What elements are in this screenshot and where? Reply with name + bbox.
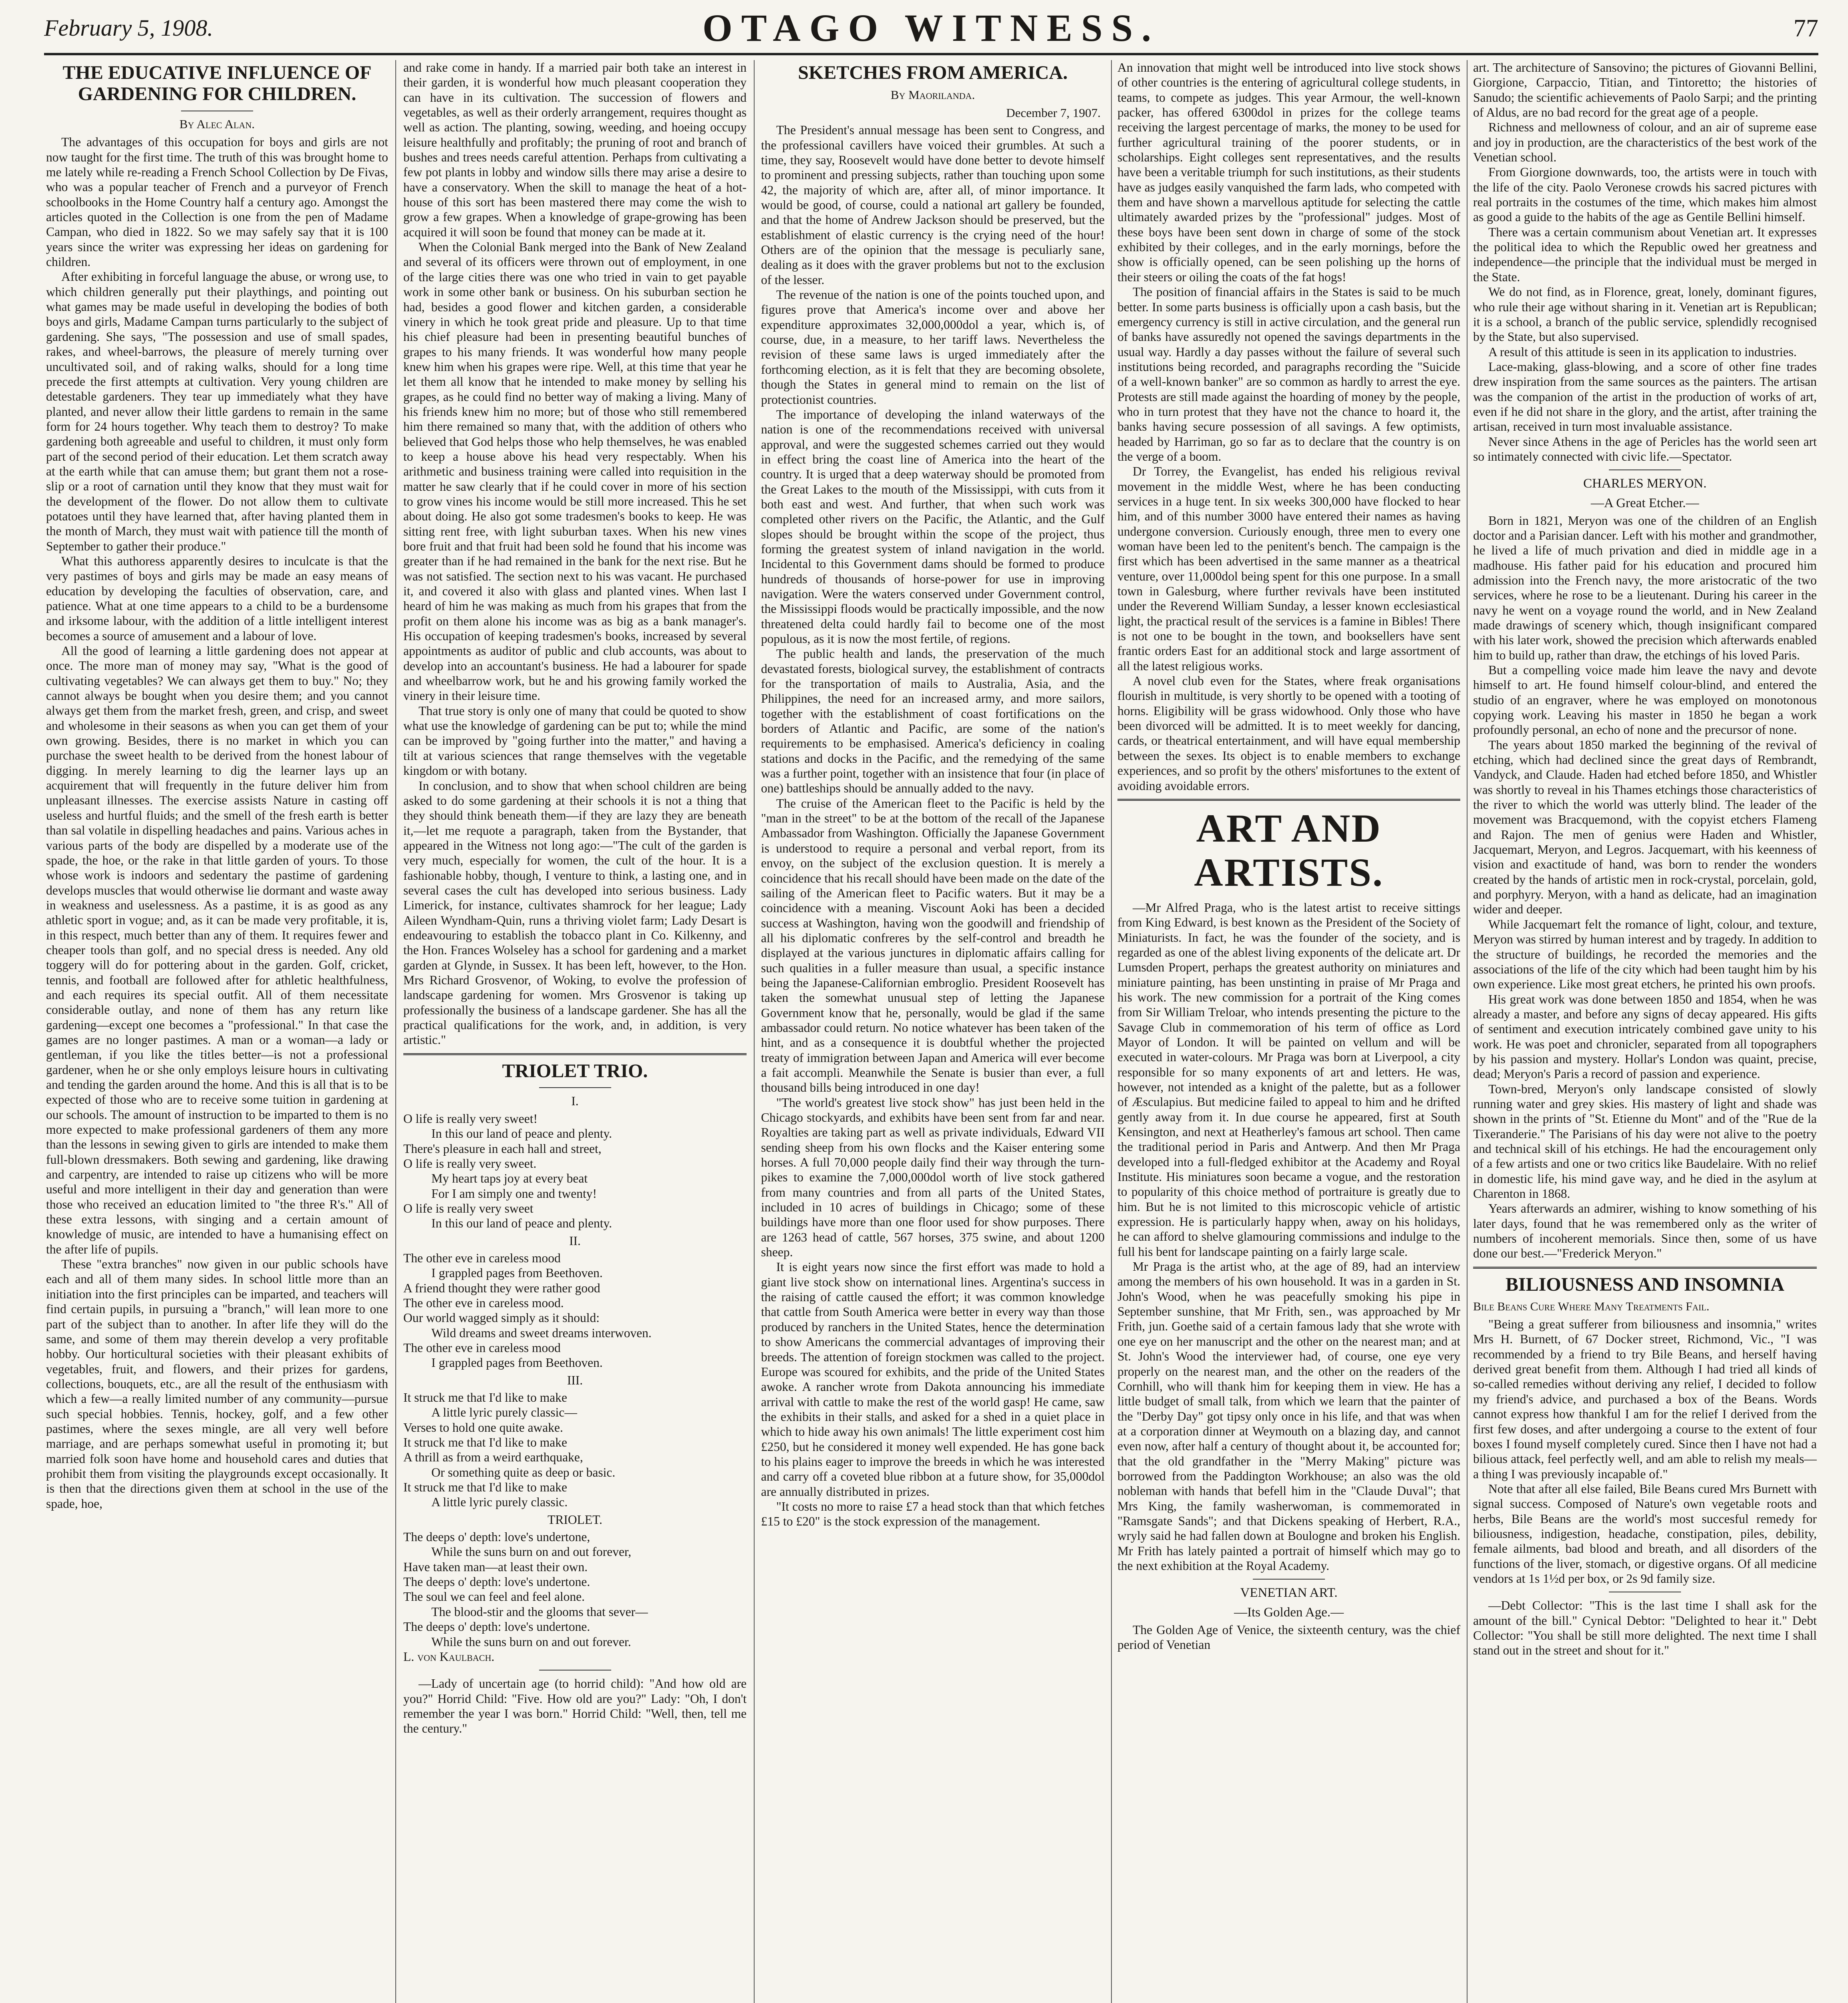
poem-line: It struck me that I'd like to make	[403, 1480, 567, 1495]
paragraph: When the Colonial Bank merged into the Bank of New Zealand and several of its officers were thrown out of employment, in one of the large cities there was one who tried in vain to get payable work in some other bank or business. On his suburban section he had, besides a good flower and kitchen garden, a considerable vinery in which he took great pride and pleasure. Up to that time his chief pleasure had been in presenting beautiful bunches of grapes to his many friends. It was wonderful how many people knew him when his grapes were ripe. Well, at this time that year he let them all know that he intended to make money by selling his grapes, as he could find no better way of making a living. Many of his friends knew him no more; but of those who still remembered him there remained so many that, with the addition of others who believed that God helps those who help themselves, he was enabled to keep a house above his head very respectably. When his arithmetic and business training were called into requisition in the matter he saw clearly that if he could cover in more of his section to grow vines his income would be still more increased. This he set about doing. He also got some tradesmen's books to keep. He was sitting rent free, with light suburban taxes. When his new vines bore fruit and that fruit had been sold he found that his income was greater than if he had remained in the bank for the next rise. But he was not satisfied. The section next to his was vacant. He purchased it, and covered it also with glass and planted vines. When last I heard of him he was making as much from his grapes that from the profit on them alone his income was as big as a bank manager's. His occupation of keeping tradesmen's books, increased by several appointments as auditor of public and club accounts, was about to develop into an accountant's business. He had a labourer for spade and wheelbarrow work, but he and his growing family worked the vinery in their leisure time.	[403, 240, 747, 703]
joke-paragraph: —Lady of uncertain age (to horrid child): "And how old are you?" Horrid Child: "Five. How old are you?" Lady: "Oh, I don't remember the year I was born." Horrid Child: "Well, then, tell me the century."	[403, 1677, 747, 1736]
byline-gardening: By Alec Alan.	[179, 117, 255, 131]
poem-line: The other eve in careless mood.	[403, 1296, 564, 1310]
venetian-art-subheading: —Its Golden Age.—	[1234, 1605, 1344, 1620]
poem-line: A little lyric purely classic.	[431, 1495, 568, 1509]
paragraph: and rake come in handy. If a married pair both take an interest in their garden, it is wonderful how much pleasant cooperation they can have in its cultivation. The succession of flowers and vegetables, as well as their orderly arrangement, requires thought as well as action. The planting, sowing, weeding, and hoeing occupy leisure healthfully and profitably; the pruning of root and branch of bushes and trees needs careful attention. Perhaps from cultivating a few pot plants in lobby and window sills there may arise a desire to have a conservatory. When the skill to manage the heat of a hot-house of this sort has been mastered there may come the wish to grow a few grapes. When a knowledge of grape-growing has been acquired it will soon be found that money can be made at it.	[403, 60, 747, 239]
poem-line: My heart taps joy at every beat	[431, 1171, 588, 1186]
paragraph: The advantages of this occupation for boys and girls are not now taught for the first time. The truth of this was brought home to me lately while re-reading a French School Collection by De Fivas, who was a popular teacher of French and a purveyor of French schoolbooks in the Home Country half a century ago. Amongst the articles quoted in the Collection is one from the pen of Madame Campan, who died in 1822. So we may safely say that it is 100 years since the writer was expressing her ideas on gardening for children.	[46, 135, 388, 269]
section-rule	[1117, 799, 1460, 801]
paragraph: While Jacquemart felt the romance of light, colour, and texture, Meryon was stirred by human interest and by tragedy. In addition to the structure of buildings, he recorded the memories and the associations of the life of the city which had been taught him by his own experience. Like most great etchers, he printed his own proofs.	[1473, 917, 1817, 991]
meryon-heading: CHARLES MERYON.	[1583, 476, 1707, 491]
column-4	[1117, 60, 1460, 2003]
poem-line: It struck me that I'd like to make	[403, 1390, 567, 1405]
paragraph: The public health and lands, the preservation of the much devastated forests, biological survey, the establishment of contracts for the transportation of mails to Australia, Asia, and the Philippines, the need for an increased army, and more sailors, together with the establishment of coast fortifications on the borders of Atlantic and Pacific, are some of the nation's requirements to be emphasised. America's deficiency in coaling stations and docks in the Pacific, and the remedying of the same was a further point, together with an insistence that four (in place of one) battleships should be annually added to the navy.	[761, 647, 1105, 796]
poem-line: The deeps o' depth: love's undertone,	[403, 1530, 590, 1544]
poem-line: I grappled pages from Beethoven.	[431, 1266, 603, 1280]
paragraph: The importance of developing the inland waterways of the nation is one of the recommendations received with universal approval, and were the suggested schemes carried out they would in effect bring the coast line of America into the heart of the country. It is urged that a deep waterway should be promoted from the Great Lakes to the mouth of the Mississippi, with cuts from it both east and west. And further, that when such work was completed other rivers on the Pacific, the Atlantic, and the Gulf slopes should be brought within the scope of the project, thus forming the greatest system of inland navigation in the world. Incidental to this Government dams should be formed to produce hundreds of thousands of horse-power for use in improving navigation. Were the waters conserved under Government control, the Mississippi floods would be practically impossible, and the now threatened delta could hardly fail to become one of the most populous, as it is now the most fertile, of regions.	[761, 407, 1105, 646]
poem-line: A thrill as from a weird earthquake,	[403, 1450, 583, 1465]
dateline: December 7, 1907.	[1006, 105, 1101, 120]
bile-beans-deck: Bile Beans Cure Where Many Treatments Fail.	[1473, 1300, 1709, 1313]
paragraph: "It costs no more to raise £7 a head stock than that which fetches £15 to £20" is the stock expression of the management.	[761, 1499, 1105, 1529]
paragraph: What this authoress apparently desires to inculcate is that the very pastimes of boys and girls may be made an easy means of education by developing the faculties of observation, care, and patience. What at one time appears to a child to be a burdensome and irksome labour, with the addition of a little intelligent interest becomes a source of amusement and a labour of love.	[46, 554, 388, 643]
newspaper-title: OTAGO WITNESS.	[702, 6, 1160, 49]
poem-line: The blood-stir and the glooms that sever—	[431, 1604, 648, 1619]
column-divider	[1111, 60, 1112, 2003]
column-divider	[395, 60, 396, 2003]
paragraph: Lace-making, glass-blowing, and a score of other fine trades drew inspiration from the same sources as the painters. The artisan was the companion of the artist in the production of works of art, even if he did not share in the glory, and the artist, after training the artisan, received in turn most invaluable assistance.	[1473, 359, 1817, 434]
paragraph: But a compelling voice made him leave the navy and devote himself to art. He found himself colour-blind, and entered the studio of an engraver, where he was employed on monotonous copying work. Leaving his master in 1850 he began a work profoundly personal, an echo of none and the precursor of none.	[1473, 663, 1817, 737]
poem-line: Or something quite as deep or basic.	[431, 1465, 616, 1479]
poem-line: The deeps o' depth: love's undertone.	[403, 1575, 590, 1589]
paragraph: The cruise of the American fleet to the Pacific is held by the "man in the street" to be at the bottom of the recall of the Japanese Ambassador from Washington. Officially the Japanese Government is understood to require a personal and verbal report, from its envoy, on the subject of the exclusion question. It is merely a coincidence that his recall should have been made on the date of the sailing of the American fleet to Pacific waters. But it may be a coincidence with a meaning. Viscount Aoki has been a decided success at Washington, having won the goodwill and friendship of all his diplomatic confreres by the self-control and breadth he displayed at the various junctures in diplomatic affairs calling for such qualities in a fuller measure than usual, a specific instance being the Japanese-Californian embroglio. President Roosevelt has taken the somewhat unusual step of letting the Japanese Government know that he, personally, would be glad if the same ambassador could return. No notice whatever has been taken of the hint, and as a consequence it is doubtful whether the projected treaty of immigration between Japan and America will ever become a fait accompli. Meanwhile the Senate is busier than ever, a full thousand bills being introduced in one day!	[761, 796, 1105, 1095]
paragraph: In conclusion, and to show that when school children are being asked to do some gardening at their schools it is not a thing that they should think beneath them—if they are lazy they are beneath it,—let me requote a paragraph, taken from the Bystander, that appeared in the Witness not long ago:—"The cult of the garden is very much, especially for women, the cult of the hour. It is a fashionable hobby, though, I venture to think, a lasting one, and in several cases the cult has developed into serious business. Lady Limerick, for instance, cultivates shamrock for her league; Lady Aileen Wyndham-Quin, runs a thriving violet farm; Lady Desart is endeavouring to establish the tobacco plant in Co. Kilkenny, and the Hon. Frances Wolseley has a school for gardening and a market garden at Glynde, in Sussex. It has been left, however, to the Hon. Mrs Richard Grosvenor, of Woking, to evolve the profession of landscape gardening for women. Mrs Grosvenor is taking up professionally the business of a landscape gardener. She has all the practical qualifications for the work, and, in addition, is very artistic."	[403, 778, 747, 1047]
stanza-number: III.	[567, 1373, 583, 1387]
poem-line: In this our land of peace and plenty.	[431, 1126, 612, 1141]
paragraph: The Golden Age of Venice, the sixteenth century, was the chief period of Venetian	[1117, 1622, 1460, 1652]
paragraph: It is eight years now since the first effort was made to hold a giant live stock show on international lines. Argentina's success in the raising of cattle caused the effort; it was common knowledge that cattle from South America were better in every way than those produced by ranchers in the United States, hence the determination to show Americans the commercial advantages of improving their breeds. The attention of foreign stockmen was called to the project. Europe was scoured for exhibits, and the pride of the United States awoke. A rancher wrote from Dakota announcing his immediate arrival with cattle to make the rest of the world gasp! He came, saw the exhibits in their stalls, and asked for a shed in a quiet place in which to hide away his own animals! The little experiment cost him £250, but he considered it money well expended. He has gone back to his plains eager to improve the breeds in which he was interested and carry off a coveted blue ribbon at a future show, for 35,000dol are annually distributed in prizes.	[761, 1260, 1105, 1499]
poem-line: The other eve in careless mood	[403, 1340, 561, 1355]
poem-line: In this our land of peace and plenty.	[431, 1216, 612, 1231]
article-headline-gardening: THE EDUCATIVE INFLUENCE OF GARDENING FOR CHILDREN.	[62, 62, 372, 105]
paragraph: Town-bred, Meryon's only landscape consisted of slowly running water and grey skies. His mastery of light and shade was shown in the prints of "St. Etienne du Mont" and of the "Rue de la Tixeranderie." The Parisians of his day were not alive to the poetry and technical skill of his etchings. He had the encouragement only of a few artists and one or two critics like Baudelaire. With no relief in domestic life, his mind gave way, and he died in the asylum at Charenton in 1868.	[1473, 1082, 1817, 1201]
paragraph: art. The architecture of Sansovino; the pictures of Giovanni Bellini, Giorgione, Carpaccio, Titian, and Tintoretto; the histories of Sanudo; the scientific achievements of Paolo Sarpi; and the printing of Aldus, are no bad record for the great age of a people.	[1473, 60, 1817, 120]
poem-headline: TRIOLET TRIO.	[502, 1060, 648, 1082]
paragraph: There was a certain communism about Venetian art. It expresses the political idea to which the Republic owed her greatness and independence—the principle that the individual must be merged in the State.	[1473, 225, 1817, 284]
paragraph: "The world's greatest live stock show" has just been held in the Chicago stockyards, and exhibits have been sent from far and near. Royalties are taking part as well as private individuals, Edward VII sending sheep from his own flocks and the Kaiser entering some horses. A full 70,000 people daily find their way through the turn-pikes to examine the 7,000,000dol worth of live stock gathered from many countries and from all parts of the United States, included in 10 acres of buildings in Chicago; some of these buildings have more than one floor used for show purposes. There are 1263 head of cattle, 567 horses, 375 swine, and about 1200 sheep.	[761, 1095, 1105, 1259]
column-2	[403, 60, 747, 2003]
stanza-number: TRIOLET.	[548, 1512, 602, 1527]
column-1	[46, 60, 388, 2003]
poem-line: A friend thought they were rather good	[403, 1281, 600, 1295]
poem-line: Our world wagged simply as it should:	[403, 1311, 600, 1325]
poem-line: Wild dreams and sweet dreams interwoven.	[431, 1326, 652, 1340]
paragraph: All the good of learning a little gardening does not appear at once. The more man of money may say, "What is the good of cultivating vegetables? We can always get them to buy." No; they cannot always be bought when you desire them; and you cannot always get them from the market fresh, green, and crisp, and sweet and wholesome in their seasons as when you can get them of your own growing. Besides, there is no market in which you can purchase the sweet health to be derived from the honest labour of digging. In merely learning to dig the learner lays up an acquirement that will frequently in the future deliver him from unpleasant illnesses. The exercise assists Nature in casting off useless and hurtful fluids; and the smell of the fresh earth is better than sal volatile in dispelling headaches and pains. Various aches in various parts of the body are dispelled by a moderate use of the spade, the hoe, or the rake in that little garden of yours. To those whose work is indoors and sedentary the pastime of gardening develops muscles that would otherwise lie dormant and waste away in weakness and uselessness. As a pastime, it is as good as any athletic sport in vogue; and, as it can be made very profitable, it is, in this respect, much better than any of them. It requires fewer and cheaper tools than golf, and no special dress is needed. Any old toggery will do for pottering about in the garden. Golf, cricket, tennis, and football are followed after for athletic healthfulness, and each requires its special outfit. All of them necessitate considerable outlay, and none of them has any return like gardening—except one becomes a "professional." In that case the games are no longer pastimes. A man or a woman—a lady or gentleman, if you like the titles better—is not a professional gardener, when he or she only employs leisure hours in cultivating and tending the garden around the home. And this is all that is to be expected of those who are to receive some tuition in gardening at our schools. The amount of instruction to be imparted to them is no more expected to make professional gardeners of them any more than the lessons in sewing given to girls are intended to make them full-blown dressmakers. Both sewing and gardening, like drawing and carpentry, are intended to raise up citizens who will be more useful and more intelligent in their day and generation than were those who received an education limited to "the three R's." All of these extra lessons, with singing and a certain amount of knowledge of music, are intended to have a humanising effect on the after life of pupils.	[46, 644, 388, 1256]
poem-line: O life is really very sweet.	[403, 1156, 537, 1171]
paragraph: Years afterwards an admirer, wishing to know something of his later days, found that he was remembered only as the writer of numbers of incoherent memorials. Since then, some of us have done our best.—"Frederick Meryon."	[1473, 1201, 1817, 1261]
column-divider	[754, 60, 755, 2003]
poem-body	[403, 1094, 747, 1664]
poem-line: While the suns burn on and out forever.	[431, 1634, 631, 1649]
paragraph: Mr Praga is the artist who, at the age of 89, had an interview among the members of his own household. It was in a garden in St. John's Wood, when he was peacefully smoking his pipe in September sunshine, that Mr Frith, sen., was approached by Mr Frith, jun. Goethe said of a certain famous lady that she wrote with one eye on her manuscript and the other on the nearest man; and at St. John's Wood the interviewer had, of course, one eye very properly on the nearest man, and the other on the readers of the Cornhill, who will thank him for keeping them in view. He has a little budget of small talk, from which we learn that the painter of the "Derby Day" got tipsy only once in his life, and that was when at a corporation dinner at Weymouth on a blazing day, and cannot even now, after half a century of thought about it, be accounted for; that the old grandfather in the "Merry Making" picture was borrowed from the Paddington Workhouse; an also was the old nobleman with hands that befell him in the "Claude Duval"; that Mrs King, the family washerwoman, is commemorated in "Ramsgate Sands"; and that Dickens speaking of Herbert, R.A., wryly said he had fallen down at Boulogne and broken his English. Mr Frith has lately painted a portrait of himself which may go to the next exhibition at the Royal Academy.	[1117, 1259, 1460, 1573]
poem-line: O life is really very sweet!	[403, 1111, 537, 1126]
issue-date: February 5, 1908.	[44, 15, 213, 41]
paragraph: We do not find, as in Florence, great, lonely, dominant figures, who rule their age without sharing in it. Venetian art is Republican; it is a school, a branch of the public service, splendidly recognised by the State, but also supervised.	[1473, 285, 1817, 344]
paragraph: "Being a great sufferer from biliousness and insomnia," writes Mrs H. Burnett, of 67 Docker street, Richmond, Vic., "I was recommended by a friend to try Bile Beans, and herself having derived great benefit from them. Although I had tried all kinds of so-called remedies without deriving any relief, I decided to follow my friend's advice, and purchased a box of the Beans. Words cannot express how thankful I am for the relief I derived from the first few doses, and after undergoing a course to the extent of four boxes I found myself completely cured. Since then I have not had a bilious attack, feel perfectly well, and am able to relish my meals—a thing I was previously incapable of."	[1473, 1317, 1817, 1481]
masthead-rule	[44, 53, 1818, 55]
poem-line: While the suns burn on and out forever,	[431, 1545, 632, 1559]
headline-rule	[539, 1087, 611, 1088]
article-headline-america: SKETCHES FROM AMERICA.	[798, 62, 1068, 83]
poem-signature: L. von Kaulbach.	[403, 1649, 495, 1664]
paragraph: From Giorgione downwards, too, the artists were in touch with the life of the city. Paolo Veronese crowds his sacred pictures with real portraits in the costumes of the time, which makes him almost as good a guide to the habits of the age as Gentile Bellini himself.	[1473, 165, 1817, 224]
paragraph: That true story is only one of many that could be quoted to show what use the knowledge of gardening can be put to; while the mind can be improved by "going further into the matter," and having a tilt at various sciences that range themselves with the vegetable kingdom or with botany.	[403, 703, 747, 778]
column-3	[761, 60, 1105, 2003]
page-number: 77	[1794, 15, 1818, 42]
section-rule	[403, 1053, 747, 1055]
paragraph: His great work was done between 1850 and 1854, when he was already a master, and before any signs of decay appeared. His gifts of sentiment and execution intricately combined gave unity to his work. He was poet and chronicler, separated from all topographers by his passion and mystery. Hollar's London was quaint, precise, dead; Meryon's Paris a record of passion and experience.	[1473, 992, 1817, 1081]
paragraph: Dr Torrey, the Evangelist, has ended his religious revival movement in the middle West, where he has been conducting services in a huge tent. In six weeks 300,000 have flocked to hear him, and of this number 3000 have entered their names as having undergone conversion. Curiously enough, three men to every one woman have been led to the penitent's bench. The campaign is the first which has been advertised in the same manner as a theatrical venture, over 11,000dol being spent for this one purpose. In a small town in Galesburg, where further revivals have been instituted under the Reverend William Sunday, a lesser known ecclesiastical light, the practical result of the services is a famine in Bibles! There is not one to be bought in the town, and booksellers have sent frantic orders East for an additional stock and large assortment of all the latest religious works.	[1117, 464, 1460, 673]
poem-line: O life is really very sweet	[403, 1201, 533, 1215]
masthead	[44, 6, 1818, 54]
paragraph: —Mr Alfred Praga, who is the latest artist to receive sittings from King Edward, is best known as the President of the Society of Miniaturists. In fact, he was the founder of the society, and is regarded as one of the ablest living exponents of the delicate art. Dr Lumsden Propert, perhaps the greatest authority on miniatures and miniature painting, has been unstinting in praise of Mr Praga and his work. The new commission for a portrait of the King comes from Sir William Treloar, who intends presenting the picture to the Savage Club in commemoration of his term of office as Lord Mayor of London. It will be painted on vellum and will be executed in water-colours. Mr Praga was born at Liverpool, a city responsible for so many exponents of art and letters. He was, however, not intended as a knight of the palette, but as a follower of Æsculapius. But medicine failed to appeal to him and he drifted gently away from it. In due course he appeared, first at South Kensington, and next at Heatherley's famous art school. Then came the traditional period in Paris and Antwerp. And then Mr Praga developed into a full-fledged exhibitor at the Academy and Royal Institute. His miniatures soon became a vogue, and the restoration to popularity of this choice method of portraiture is greatly due to him. But he is not limited to this microscopic vehicle of artistic expression. He is particularly happy when, away on his holidays, he can afford to shelve glamouring commissions and indulge to the full his bent for landscape painting on a fairly large scale.	[1117, 900, 1460, 1259]
poem-line: The deeps o' depth: love's undertone.	[403, 1620, 590, 1634]
poem-line: Verses to hold one quite awake.	[403, 1420, 563, 1435]
venetian-art-heading: VENETIAN ART.	[1240, 1586, 1338, 1600]
paragraph: The years about 1850 marked the beginning of the revival of etching, which had declined since the great days of Rembrandt, Vandyck, and Claude. Haden had etched before 1850, and Whistler was shortly to reveal in his Thames etchings those characteristics of the river to which the world was utterly blind. The leader of the movement was Bracquemond, with the copyist etchers Flameng and Rajon. The men of genius were Haden and Whistler, Jacquemart, Meryon, and Legros. Jacquemart, with his keenness of vision and exactitude of hand, was born to render the wonders created by the hands of artistic men in rock-crystal, porcelain, gold, and porphyry. Meryon, with a hand as delicate, had an imagination wider and deeper.	[1473, 738, 1817, 917]
poem-line: A little lyric purely classic—	[431, 1405, 577, 1420]
paragraph: These "extra branches" now given in our public schools have each and all of them many sides. In school little more than an initiation into the first principles can be imparted, and teachers will find certain pupils, in pursuing a "branch," will lean more to one part of the subject than to another. In after life they will do the same, and some of them may therein develop a very profitable hobby. Our horticultural societies with their pleasant exhibits of vegetables, fruit, and flowers, and their prizes for gardens, collections, bouquets, etc., are all the result of the enthusiasm with which a few—a really limited number of any community—pursue such special hobbies. Tennis, hockey, golf, and a few other pastimes, where the sexes mingle, are all very well before marriage, and are perhaps somewhat useful in promoting it; but married folk soon have home and household cares and duties that prohibit them from visiting the playgrounds except occasionally. It is then that the directions given them at school in the use of the spade, hoe,	[46, 1257, 388, 1511]
poem-line: Have taken man—at least their own.	[403, 1560, 588, 1574]
art-headline: ART AND ARTISTS.	[1194, 806, 1384, 895]
poem-line: The soul we can feel and feel alone.	[403, 1590, 585, 1604]
stanza-number: I.	[571, 1094, 579, 1108]
meryon-subheading: —A Great Etcher.—	[1590, 496, 1699, 511]
section-rule	[1473, 1267, 1817, 1269]
paragraph: Never since Athens in the age of Pericles has the world seen art so intimately connected with civic life.—Spectator.	[1473, 434, 1817, 463]
poem-line: It struck me that I'd like to make	[403, 1435, 567, 1450]
poem-line: There's pleasure in each hall and street,	[403, 1141, 602, 1156]
column-divider	[1467, 60, 1468, 2003]
column-5	[1473, 60, 1817, 2003]
paragraph: An innovation that might well be introduced into live stock shows of other countries is the entering of agricultural college students, in teams, to compete as judges. This year Armour, the well-known packer, has offered 6300dol in prizes for the college teams receiving the largest percentage of marks, the money to be used for further agricultural training of the poorer students, or in scholarships. Eight colleges sent representatives, and the results have been a veritable triumph for such institutions, as their students have as judges easily vanquished the farm lads, who competed with them and have shown a marvellous aptitude for selecting the cattle ultimately awarded prizes by the "professional" judges. Most of these boys have been sent down in charge of some of the stock exhibited by their colleges, and in the early mornings, before the show is officially opened, can be seen polishing up the horns of their steers or oiling the coats of the fat hogs!	[1117, 60, 1460, 284]
poem-line: For I am simply one and twenty!	[431, 1186, 597, 1201]
poem-line: I grappled pages from Beethoven.	[431, 1356, 603, 1370]
paragraph: The position of financial affairs in the States is said to be much better. In some parts business is officially upon a cash basis, but the emergency currency is still in active circulation, and the general run of banks have assuredly not opened the savings departments in the usual way. Hardly a day passes without the failure of several such institutions being recorded, and paragraphs recording the "Suicide of a well-known banker" are so common as hardly to arrest the eye. Protests are still made against the hoarding of money by the people, who in turn protest that they have not the chance to hoard it, the banks having secure possession of all savings. A few optimists, headed by Harriman, go so far as to declare that the country is on the verge of a boom.	[1117, 285, 1460, 463]
section-rule	[539, 1670, 611, 1671]
paragraph: A result of this attitude is seen in its application to industries.	[1488, 345, 1797, 359]
stanza-number: II.	[569, 1233, 581, 1248]
poem-line: The other eve in careless mood	[403, 1251, 561, 1265]
paragraph: After exhibiting in forceful language the abuse, or wrong use, to which children generally put their playthings, and pointing out what games may be made useful in developing the bodies of both boys and girls, Madame Campan turns particularly to the subject of gardening. She says, "The possession and use of small spades, rakes, and wheel-barrows, the pleasure of merely turning over uncultivated soil, and of raking walks, should for a long time precede the first attempts at cultivation. Very young children are detestable gardeners. They tear up immediately what they have planted, and never allow their little gardens to remain in the same form for 24 hours together. Why teach them to destroy? To make gardening both agreeable and useful to children, it must only form part of the second period of their education. Let them scratch away at the earth while that can amuse them; but grant them not a rose-slip or a root of carnation until they know that they must wait for the development of the flower. Do not allow them to cultivate potatoes until they have learned that, after having planted them in the month of March, they must wait with patience till the month of September to gather their produce."	[46, 270, 388, 553]
paragraph: Note that after all else failed, Bile Beans cured Mrs Burnett with signal success. Composed of Nature's own vegetable roots and herbs, Bile Beans are the world's most succesful remedy for biliousness, indigestion, headache, constipation, piles, debility, female ailments, bad blood and breath, and all disorders of the functions of the liver, stomach, or digestive organs. Of all medicine vendors at 1s 1½d per box, or 2s 9d family size.	[1473, 1481, 1817, 1586]
joke-paragraph: —Debt Collector: "This is the last time I shall ask for the amount of the bill." Cynical Debtor: "Delighted to hear it." Debt Collector: "You shall be still more delighted. The next time I shall stand out in the street and shout for it."	[1473, 1598, 1817, 1658]
paragraph: The President's annual message has been sent to Congress, and the professional cavillers have voiced their grumbles. At such a time, they say, Roosevelt would have done better to devote himself to prominent and pressing subjects, rather than touching upon some 42, the majority of which are, after all, of minor importance. It would be good, of course, could a national art gallery be founded, and that the home of Andrew Jackson should be preserved, but the establishment of elastic currency is the crying need of the hour! Others are of the opinion that the message is peculiarly sane, dealing as it does with the graver problems but not to the exclusion of the lesser.	[761, 123, 1105, 287]
bile-beans-headline: BILIOUSNESS AND INSOMNIA	[1505, 1274, 1785, 1295]
paragraph: The revenue of the nation is one of the points touched upon, and figures prove that America's income over and above her expenditure approximates 32,000,000dol a year, which is, of course, due, in a measure, to her tariff laws. Nevertheless the revision of these same laws is urged immediately after the forthcoming election, as it is felt that they are becoming obsolete, though the States in general mind to remain on the list of protectionist countries.	[761, 288, 1105, 407]
paragraph: A novel club even for the States, where freak organisations flourish in multitude, is very shortly to be opened with a tooting of horns. Eligibility will be grass widowhood. Only those who have been divorced will be admitted. It is to meet weekly for dancing, cards, or theatrical entertainment, and will have equal membership between the sexes. Its object is to enable members to exchange experiences, and so profit by the others' misfortunes to the extent of avoiding avoidable errors.	[1117, 674, 1460, 793]
paragraph: Richness and mellowness of colour, and an air of supreme ease and joy in production, are the characteristics of the best work of the Venetian school.	[1473, 120, 1817, 165]
section-rule	[1253, 1579, 1325, 1580]
byline-america: By Maorilanda.	[890, 87, 975, 102]
paragraph: Born in 1821, Meryon was one of the children of an English doctor and a Parisian dancer. Left with his mother and grandmother, he lived a life of much privation and died in middle age in a madhouse. His father paid for his education and procured him admission into the French navy, the more aristocratic of the two services, where he rose to be a lieutenant. During his career in the navy he went on a voyage round the world, and in New Zealand made drawings of scenery which, though insignificant compared with his later work, showed the precision which afterwards enabled him to build up, rather than draw, the etchings of his loved Paris.	[1473, 513, 1817, 662]
